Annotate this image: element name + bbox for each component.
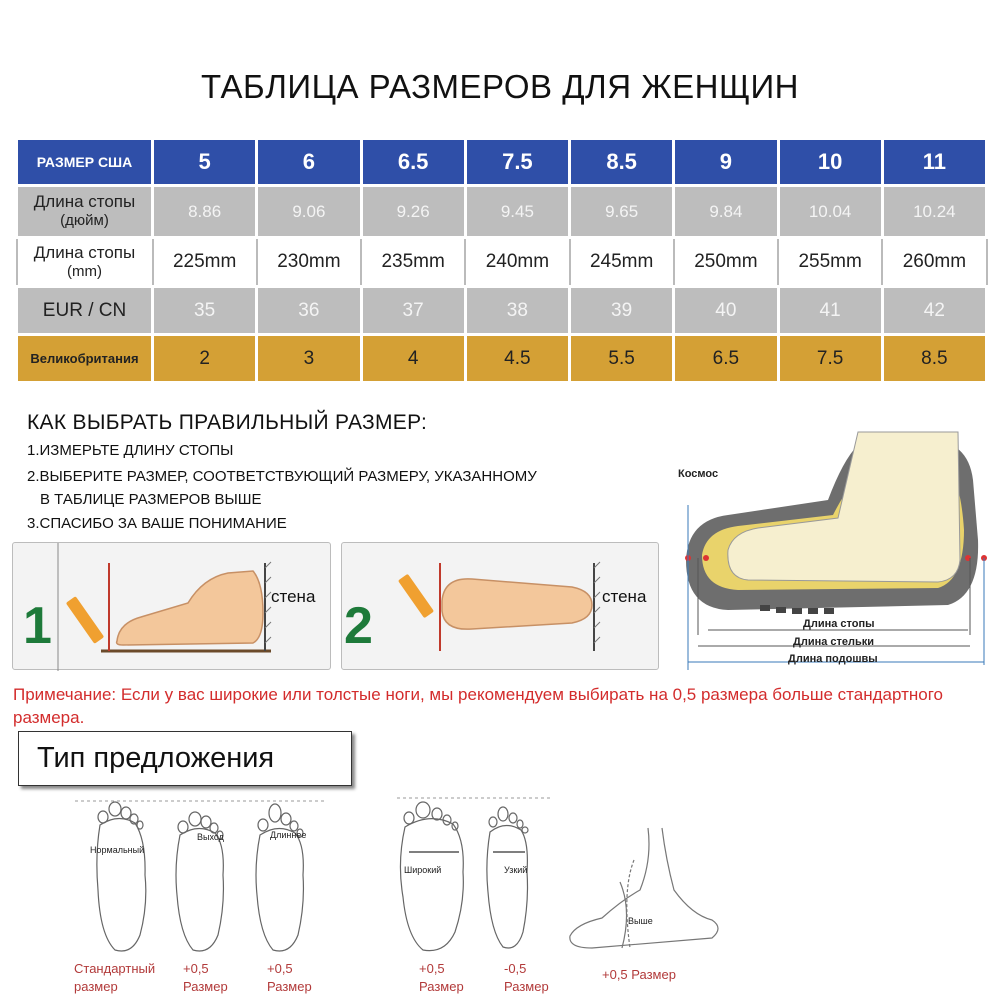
table-cell: 8.86 xyxy=(153,186,257,238)
how-to-choose-heading: КАК ВЫБРАТЬ ПРАВИЛЬНЫЙ РАЗМЕР: xyxy=(27,411,428,434)
table-cell: 7.5 xyxy=(778,335,882,383)
space-label: Космос xyxy=(678,468,719,480)
caption-plus-3-line2: Размер xyxy=(419,979,464,994)
row-label-mm-line2: (mm) xyxy=(67,262,102,280)
table-cell: 10.04 xyxy=(778,186,882,238)
table-cell: 5.5 xyxy=(570,335,674,383)
shoe-length-diagram xyxy=(668,420,996,678)
table-cell: 3 xyxy=(257,335,361,383)
table-cell: 39 xyxy=(570,287,674,335)
caption-plus-3-line1: +0,5 xyxy=(419,961,445,976)
size-table xyxy=(15,137,988,384)
top-foot-measure-icon xyxy=(342,543,660,671)
type-heading-box xyxy=(18,731,352,786)
wall-label-1: стена xyxy=(271,587,316,606)
table-cell: 41 xyxy=(778,287,882,335)
step-number-2: 2 xyxy=(344,597,373,655)
table-cell: 250mm xyxy=(674,238,778,287)
row-label-inch-line2: (дюйм) xyxy=(60,212,109,229)
foot-types-width-icon xyxy=(395,792,555,960)
caption-plus-2-line2: Размер xyxy=(267,979,312,994)
table-cell: 6.5 xyxy=(674,335,778,383)
foot-type-high-instep-icon xyxy=(562,820,732,960)
foot-label-normal: Нормальный xyxy=(90,845,145,855)
row-label-uk: Великобритания xyxy=(17,335,153,383)
caption-high: +0,5 Размер xyxy=(602,967,676,982)
row-label-mm xyxy=(17,238,153,287)
table-cell: 8.5 xyxy=(882,335,986,383)
caption-plus-1-line1: +0,5 xyxy=(183,961,209,976)
caption-minus-line2: Размер xyxy=(504,979,549,994)
caption-plus-3 xyxy=(419,960,464,996)
table-cell: 260mm xyxy=(882,238,986,287)
foot-types-length-icon xyxy=(70,795,330,960)
caption-plus-2 xyxy=(267,960,312,996)
caption-standard-line1: Стандартный xyxy=(74,961,156,976)
table-cell: 35 xyxy=(153,287,257,335)
row-label-inch-line1: Длина стопы xyxy=(33,192,136,211)
table-cell: 6 xyxy=(257,139,361,186)
foot-label-higher: Выше xyxy=(628,916,653,926)
caption-plus-1-line2: Размер xyxy=(183,979,228,994)
table-cell: 40 xyxy=(674,287,778,335)
row-label-mm-line1: Длина стопы xyxy=(33,242,136,262)
table-cell: 9.45 xyxy=(465,186,569,238)
table-row-inch xyxy=(17,186,987,238)
foot-label-narrow: Узкий xyxy=(504,865,528,875)
table-cell: 9.84 xyxy=(674,186,778,238)
table-cell: 9.26 xyxy=(361,186,465,238)
table-cell: 11 xyxy=(882,139,986,186)
table-cell: 4.5 xyxy=(465,335,569,383)
caption-minus xyxy=(504,960,549,996)
side-foot-measure-icon xyxy=(13,543,332,671)
row-label-eur: EUR / CN xyxy=(17,287,153,335)
table-cell: 230mm xyxy=(257,238,361,287)
table-cell: 36 xyxy=(257,287,361,335)
table-cell: 235mm xyxy=(361,238,465,287)
table-cell: 8.5 xyxy=(570,139,674,186)
note-text: Примечание: Если у вас широкие или толстые ноги, мы рекомендуем выбирать на 0,5 размера больше стандартного размера. xyxy=(13,685,943,727)
table-row-eur xyxy=(17,287,987,335)
caption-standard xyxy=(74,960,155,996)
table-cell: 7.5 xyxy=(465,139,569,186)
caption-plus-2-line1: +0,5 xyxy=(267,961,293,976)
table-cell: 38 xyxy=(465,287,569,335)
measure-illustration-top xyxy=(341,542,659,670)
table-cell: 2 xyxy=(153,335,257,383)
wall-label-2: стена xyxy=(602,587,647,606)
table-cell: 10.24 xyxy=(882,186,986,238)
table-cell: 9 xyxy=(674,139,778,186)
table-cell: 9.06 xyxy=(257,186,361,238)
table-cell: 6.5 xyxy=(361,139,465,186)
page-title: ТАБЛИЦА РАЗМЕРОВ ДЛЯ ЖЕНЩИН xyxy=(200,68,799,105)
foot-length-label: Длина стопы xyxy=(803,618,875,630)
caption-standard-line2: размер xyxy=(74,979,118,994)
foot-label-longer: Длиннее xyxy=(270,830,307,840)
measure-illustration-side xyxy=(12,542,331,670)
type-heading: Тип предложения xyxy=(37,742,275,774)
sole-length-label: Длина подошвы xyxy=(788,653,878,665)
insole-length-label: Длина стельки xyxy=(793,636,875,648)
step-3: 3.СПАСИБО ЗА ВАШЕ ПОНИМАНИЕ xyxy=(27,515,287,532)
table-cell: 4 xyxy=(361,335,465,383)
row-label-us: РАЗМЕР США xyxy=(17,139,153,186)
caption-plus-1 xyxy=(183,960,228,996)
table-cell: 240mm xyxy=(465,238,569,287)
table-cell: 9.65 xyxy=(570,186,674,238)
row-label-inch xyxy=(17,186,153,238)
foot-label-wide: Широкий xyxy=(404,865,442,875)
table-cell: 37 xyxy=(361,287,465,335)
step-1: 1.ИЗМЕРЬТЕ ДЛИНУ СТОПЫ xyxy=(27,442,234,459)
table-cell: 255mm xyxy=(778,238,882,287)
table-cell: 10 xyxy=(778,139,882,186)
table-cell: 42 xyxy=(882,287,986,335)
table-cell: 5 xyxy=(153,139,257,186)
table-row-uk xyxy=(17,335,987,383)
caption-minus-line1: -0,5 xyxy=(504,961,527,976)
step-2-continued: В ТАБЛИЦЕ РАЗМЕРОВ ВЫШЕ xyxy=(40,491,262,508)
step-2: 2.ВЫБЕРИТЕ РАЗМЕР, СООТВЕТСТВУЮЩИЙ РАЗМЕРУ, УКАЗАННОМУ xyxy=(27,468,537,485)
table-row-mm xyxy=(17,238,987,287)
table-cell: 245mm xyxy=(570,238,674,287)
table-cell: 225mm xyxy=(153,238,257,287)
step-number-1: 1 xyxy=(23,597,52,655)
table-row-us xyxy=(17,139,987,186)
foot-label-exit: Выход xyxy=(197,832,224,842)
